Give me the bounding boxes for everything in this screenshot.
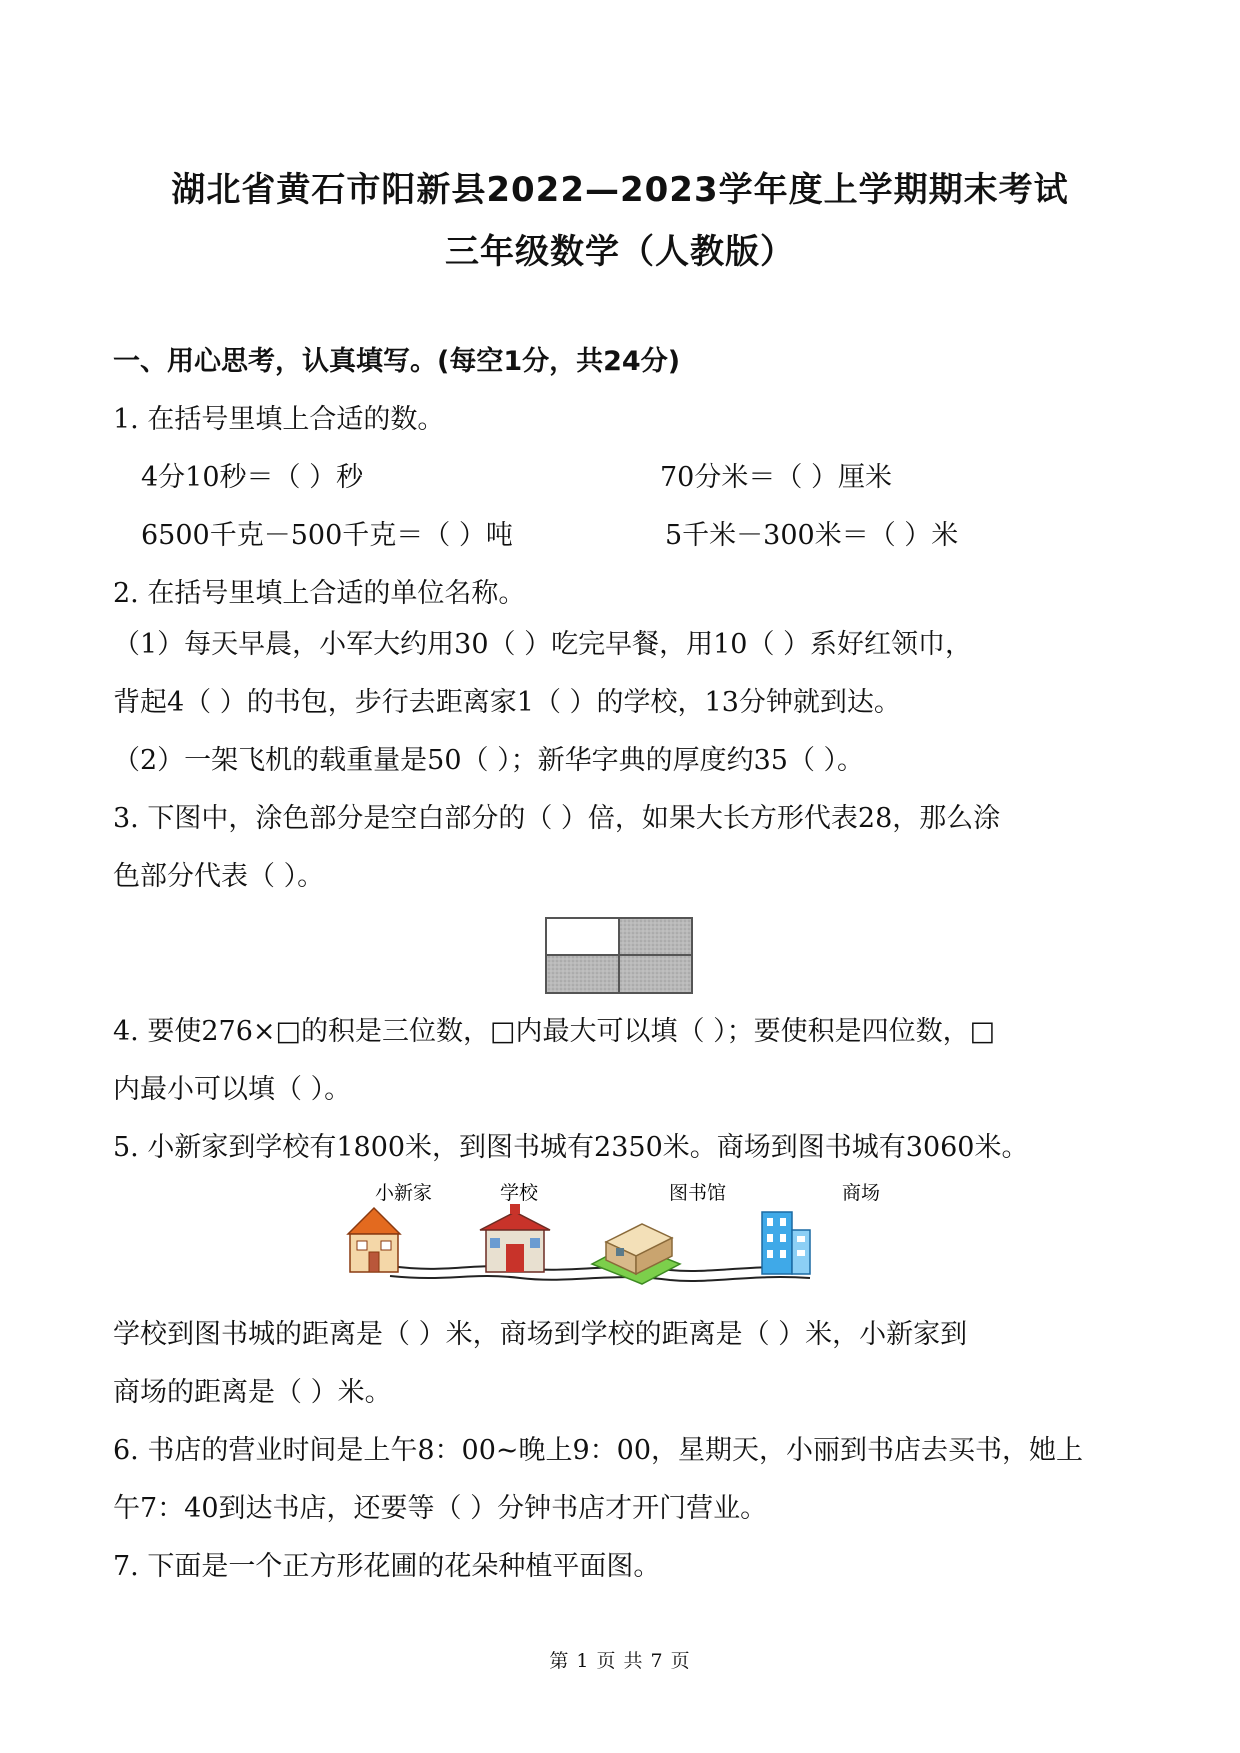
question-7-stem: 7. 下面是一个正方形花圃的花朵种植平面图。 <box>113 1551 661 1582</box>
question-1-stem: 1. 在括号里填上合适的数。 <box>113 404 445 435</box>
shaded-part-bottom-right <box>619 955 692 993</box>
library-icon <box>592 1224 680 1284</box>
question-1-item-d: 5千米－300米＝（ ）米 <box>665 520 959 551</box>
map-label-home: 小新家 <box>375 1182 433 1204</box>
section-heading: 一、用心思考，认真填写。(每空1分，共24分) <box>113 346 681 377</box>
page-footer: 第 1 页 共 7 页 <box>549 1650 691 1672</box>
map-label-library: 图书馆 <box>669 1182 727 1204</box>
question-2-line-3: （2）一架飞机的载重量是50（ ）；新华字典的厚度约35（ ）。 <box>113 745 865 776</box>
question-3-line-2: 色部分代表（ ）。 <box>113 861 325 892</box>
question-5-line-2: 商场的距离是（ ）米。 <box>113 1377 392 1408</box>
question-6-line-1: 6. 书店的营业时间是上午8：00~晚上9：00，星期天，小丽到书店去买书，她上 <box>113 1435 1084 1466</box>
map-label-mall: 商场 <box>842 1182 881 1204</box>
rectangle-figure <box>544 916 694 996</box>
question-2-stem: 2. 在括号里填上合适的单位名称。 <box>113 578 526 609</box>
exam-title: 湖北省黄石市阳新县2022—2023学年度上学期期末考试 <box>171 170 1069 210</box>
question-6-line-2: 午7：40到达书店，还要等（ ）分钟书店才开门营业。 <box>113 1493 768 1524</box>
question-3-line-1: 3. 下图中，涂色部分是空白部分的（ ）倍，如果大长方形代表28，那么涂 <box>113 803 1001 834</box>
mall-icon <box>762 1212 810 1274</box>
school-icon <box>480 1204 550 1272</box>
shaded-part-bottom-left <box>546 955 619 993</box>
question-1-item-b: 70分米＝（ ）厘米 <box>660 462 892 493</box>
question-4-line-2: 内最小可以填（ ）。 <box>113 1074 352 1105</box>
shaded-part-top-right <box>619 918 692 955</box>
question-5-line-1: 学校到图书城的距离是（ ）米，商场到学校的距离是（ ）米，小新家到 <box>113 1319 968 1350</box>
route-map <box>330 1178 930 1298</box>
blank-part-top-left <box>546 918 619 955</box>
question-5-stem: 5. 小新家到学校有1800米，到图书城有2350米。商场到图书城有3060米。 <box>113 1132 1029 1163</box>
house-icon <box>348 1208 400 1272</box>
question-2-line-2: 背起4（ ）的书包，步行去距离家1（ ）的学校，13分钟就到达。 <box>113 687 901 718</box>
question-1-item-c: 6500千克－500千克＝（ ）吨 <box>141 520 513 551</box>
question-2-line-1: （1）每天早晨，小军大约用30（ ）吃完早餐，用10（ ）系好红领巾， <box>113 629 973 660</box>
question-1-item-a: 4分10秒＝（ ）秒 <box>141 462 364 493</box>
question-4-line-1: 4. 要使276×□的积是三位数，□内最大可以填（ ）；要使积是四位数，□ <box>113 1016 996 1047</box>
map-label-school: 学校 <box>500 1182 539 1204</box>
exam-subtitle: 三年级数学（人教版） <box>445 232 795 272</box>
